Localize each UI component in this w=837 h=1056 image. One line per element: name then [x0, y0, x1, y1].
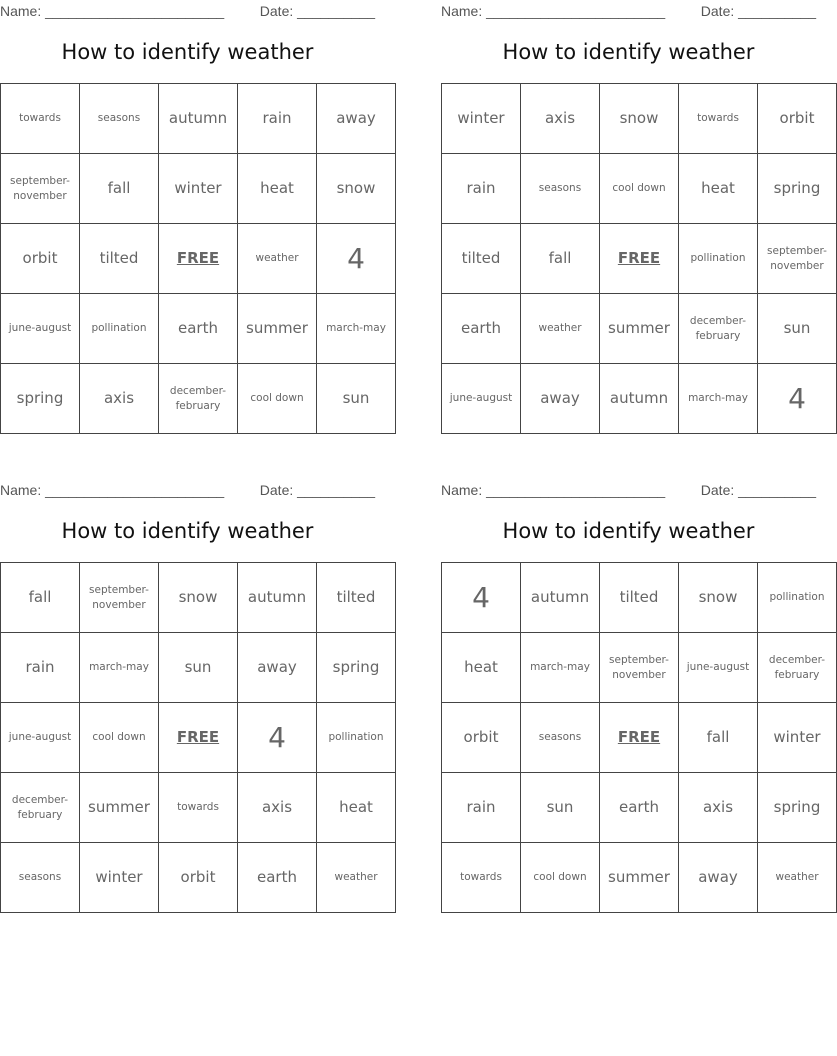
bingo-row: [1, 843, 396, 913]
bingo-cell: sun: [758, 294, 837, 364]
bingo-cell: weather: [317, 843, 396, 913]
date-line: Date: __________: [259, 482, 375, 498]
bingo-cell: tilted: [80, 224, 159, 294]
bingo-row: [1, 224, 396, 294]
bingo-row: [442, 84, 837, 154]
bingo-row: [1, 364, 396, 434]
bingo-cell: autumn: [238, 563, 317, 633]
bingo-cell: pollination: [80, 294, 159, 364]
bingo-cell: rain: [442, 154, 521, 224]
date-line: Date: __________: [700, 3, 816, 19]
bingo-cell: snow: [159, 563, 238, 633]
bingo-cell: pollination: [679, 224, 758, 294]
bingo-cell: march-may: [317, 294, 396, 364]
bingo-cell: june-august: [1, 294, 80, 364]
bingo-cell: winter: [442, 84, 521, 154]
free-space: FREE: [600, 224, 679, 294]
bingo-cell: cool down: [238, 364, 317, 434]
bingo-cell: seasons: [521, 703, 600, 773]
bingo-cell: seasons: [80, 84, 159, 154]
bingo-cell: towards: [442, 843, 521, 913]
bingo-cell: 4: [442, 563, 521, 633]
name-line: Name: _______________________: [0, 482, 225, 498]
bingo-cell: seasons: [521, 154, 600, 224]
bingo-cell: snow: [317, 154, 396, 224]
bingo-cell: december-february: [758, 633, 837, 703]
bingo-cell: winter: [159, 154, 238, 224]
bingo-cell: towards: [679, 84, 758, 154]
bingo-cell: september-november: [80, 563, 159, 633]
card-title: How to identify weather: [502, 40, 755, 64]
date-line: Date: __________: [259, 3, 375, 19]
bingo-cell: weather: [521, 294, 600, 364]
bingo-cell: june-august: [442, 364, 521, 434]
card-title: How to identify weather: [61, 40, 314, 64]
bingo-cell: axis: [80, 364, 159, 434]
bingo-row: [1, 154, 396, 224]
bingo-cell: june-august: [679, 633, 758, 703]
bingo-row: [442, 633, 837, 703]
bingo-cell: autumn: [159, 84, 238, 154]
bingo-cell: fall: [521, 224, 600, 294]
bingo-row: [1, 703, 396, 773]
bingo-row: [442, 294, 837, 364]
bingo-cell: weather: [758, 843, 837, 913]
name-date-row: [0, 482, 375, 498]
bingo-cell: away: [521, 364, 600, 434]
bingo-cell: rain: [238, 84, 317, 154]
bingo-cell: september-november: [1, 154, 80, 224]
bingo-cell: september-november: [600, 633, 679, 703]
bingo-cell: towards: [1, 84, 80, 154]
bingo-cell: spring: [758, 154, 837, 224]
bingo-cell: summer: [600, 843, 679, 913]
bingo-cell: fall: [679, 703, 758, 773]
bingo-cell: rain: [1, 633, 80, 703]
bingo-row: [442, 843, 837, 913]
bingo-grid: [441, 562, 837, 913]
bingo-cell: sun: [317, 364, 396, 434]
bingo-cell: axis: [679, 773, 758, 843]
bingo-cell: sun: [521, 773, 600, 843]
bingo-cell: winter: [80, 843, 159, 913]
bingo-grid: [441, 83, 837, 434]
bingo-cell: 4: [758, 364, 837, 434]
bingo-cell: earth: [238, 843, 317, 913]
bingo-row: [442, 773, 837, 843]
bingo-cell: december-february: [679, 294, 758, 364]
bingo-cell: spring: [317, 633, 396, 703]
bingo-cell: snow: [600, 84, 679, 154]
bingo-row: [442, 703, 837, 773]
bingo-cell: december-february: [159, 364, 238, 434]
bingo-cell: fall: [1, 563, 80, 633]
bingo-cell: cool down: [521, 843, 600, 913]
bingo-cell: tilted: [600, 563, 679, 633]
bingo-cell: autumn: [600, 364, 679, 434]
bingo-cell: away: [679, 843, 758, 913]
bingo-row: [442, 364, 837, 434]
name-line: Name: _______________________: [441, 482, 666, 498]
bingo-cell: seasons: [1, 843, 80, 913]
bingo-cell: june-august: [1, 703, 80, 773]
bingo-cell: axis: [521, 84, 600, 154]
bingo-cell: orbit: [442, 703, 521, 773]
bingo-row: [1, 633, 396, 703]
bingo-cell: earth: [442, 294, 521, 364]
bingo-cell: orbit: [758, 84, 837, 154]
bingo-cell: summer: [80, 773, 159, 843]
free-space: FREE: [159, 224, 238, 294]
bingo-cell: cool down: [600, 154, 679, 224]
date-line: Date: __________: [700, 482, 816, 498]
bingo-cell: earth: [600, 773, 679, 843]
bingo-row: [442, 154, 837, 224]
bingo-row: [1, 84, 396, 154]
bingo-cell: march-may: [679, 364, 758, 434]
bingo-cell: pollination: [758, 563, 837, 633]
bingo-cell: tilted: [317, 563, 396, 633]
bingo-cell: winter: [758, 703, 837, 773]
bingo-cell: heat: [317, 773, 396, 843]
name-line: Name: _______________________: [441, 3, 666, 19]
bingo-row: [1, 773, 396, 843]
bingo-cell: rain: [442, 773, 521, 843]
bingo-cell: orbit: [159, 843, 238, 913]
bingo-row: [1, 294, 396, 364]
bingo-cell: orbit: [1, 224, 80, 294]
bingo-cell: september-november: [758, 224, 837, 294]
bingo-cell: fall: [80, 154, 159, 224]
bingo-cell: march-may: [80, 633, 159, 703]
card-title: How to identify weather: [502, 519, 755, 543]
bingo-cell: heat: [679, 154, 758, 224]
bingo-cell: spring: [1, 364, 80, 434]
bingo-cell: december-february: [1, 773, 80, 843]
bingo-cell: 4: [238, 703, 317, 773]
bingo-row: [442, 224, 837, 294]
name-line: Name: _______________________: [0, 3, 225, 19]
bingo-cell: weather: [238, 224, 317, 294]
bingo-cell: spring: [758, 773, 837, 843]
bingo-grid: [0, 562, 396, 913]
bingo-cell: march-may: [521, 633, 600, 703]
bingo-cell: pollination: [317, 703, 396, 773]
bingo-cell: towards: [159, 773, 238, 843]
free-space: FREE: [159, 703, 238, 773]
bingo-cell: away: [317, 84, 396, 154]
name-date-row: [441, 3, 816, 19]
bingo-cell: 4: [317, 224, 396, 294]
bingo-row: [1, 563, 396, 633]
free-space: FREE: [600, 703, 679, 773]
bingo-cell: autumn: [521, 563, 600, 633]
bingo-cell: tilted: [442, 224, 521, 294]
name-date-row: [0, 3, 375, 19]
bingo-row: [442, 563, 837, 633]
card-title: How to identify weather: [61, 519, 314, 543]
bingo-cell: earth: [159, 294, 238, 364]
bingo-cell: sun: [159, 633, 238, 703]
bingo-cell: cool down: [80, 703, 159, 773]
bingo-cell: axis: [238, 773, 317, 843]
bingo-cell: snow: [679, 563, 758, 633]
bingo-cell: away: [238, 633, 317, 703]
name-date-row: [441, 482, 816, 498]
bingo-grid: [0, 83, 396, 434]
bingo-cell: summer: [600, 294, 679, 364]
bingo-cell: summer: [238, 294, 317, 364]
bingo-cell: heat: [442, 633, 521, 703]
bingo-cell: heat: [238, 154, 317, 224]
